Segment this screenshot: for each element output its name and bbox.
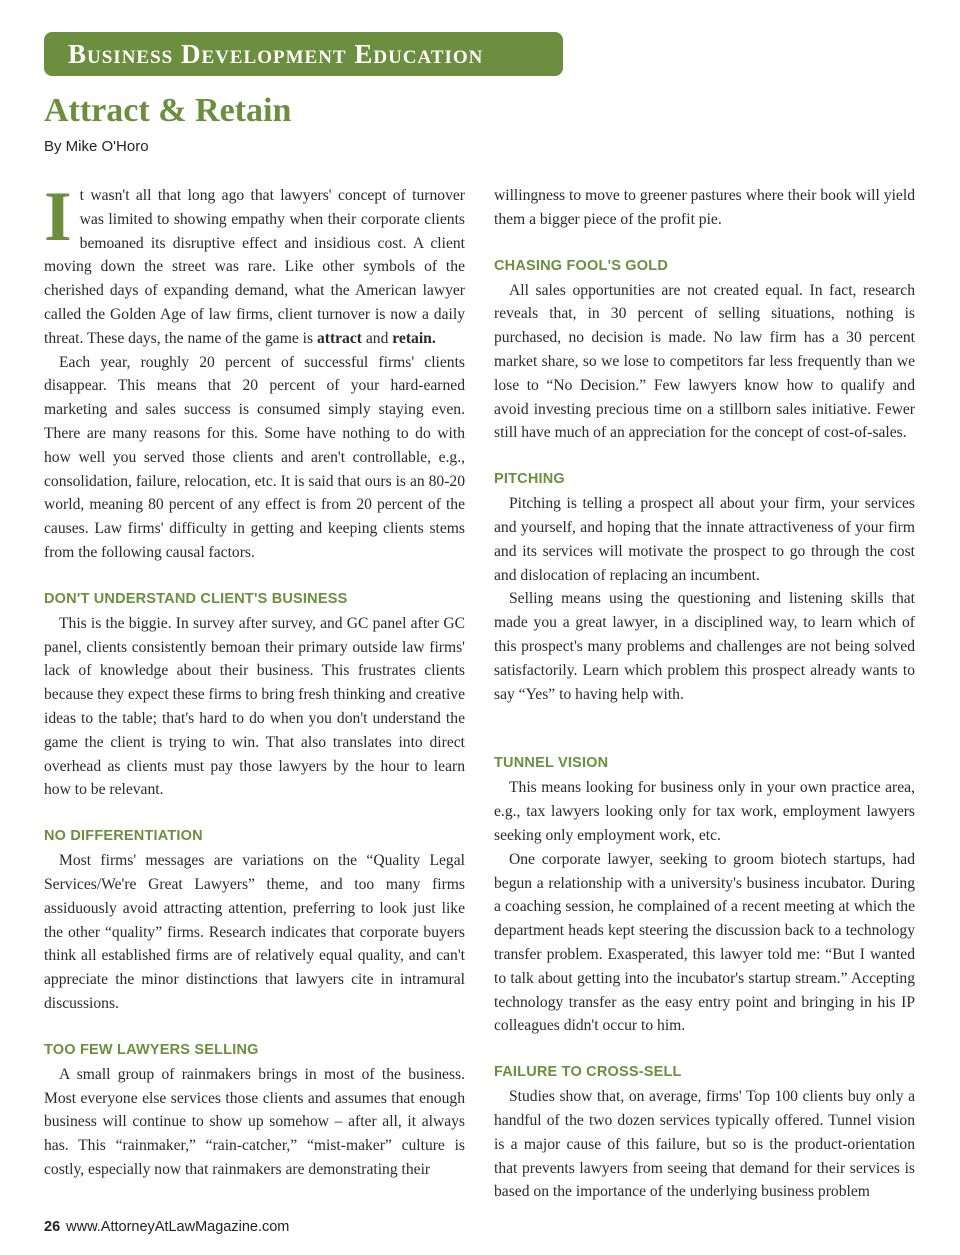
byline: By Mike O'Horo <box>44 138 149 155</box>
heading-fools-gold: CHASING FOOL'S GOLD <box>494 257 668 274</box>
spacer <box>44 565 465 588</box>
paragraph-tunnel-vision-2: One corporate lawyer, seeking to groom biotech startups, had begun a relationship with a university's business incubator. During a coaching session, he complained of a recent meeting at which the department heads kept steering the discussion back to a technology transfer problem. Exasperated, this lawyer told me: “But I wanted to talk about getting into the incubator's startup stream.” Accepting technology transfer as the easy entry point and bringing in his IP colleagues didn't occur to him. <box>494 850 915 1035</box>
paragraph-cross-sell: Studies show that, on average, firms' Top 100 clients buy only a handful of the two dozen services typically offered. Tunnel vision is a major cause of this failure, but so is the product-orientation that prevents lawyers from seeing that demand for their services is based on the importance of the underlying business problem <box>494 1088 915 1201</box>
heading-pitching: PITCHING <box>494 471 565 488</box>
spacer <box>494 1038 915 1061</box>
paragraph-tunnel-vision-1: This means looking for business only in your own practice area, e.g., tax lawyers looking only for tax work, employment lawyers seeking only employment work, etc. <box>494 779 915 844</box>
heading-too-few-lawyers: TOO FEW LAWYERS SELLING <box>44 1041 259 1058</box>
spacer <box>44 802 465 825</box>
paragraph-pitching-2: Selling means using the questioning and listening skills that made you a great lawyer, in a disciplined way, to learn which of this prospect's many problems and challenges are not being solved satisfactorily. Learn which problem this prospect already wants to say “Yes” to having help with. <box>494 590 915 703</box>
bold-attract: attract <box>316 329 362 347</box>
paragraph-fools-gold: All sales opportunities are not created equal. In fact, research reveals that, in 30 percent of selling situations, nothing is purchased, no decision is made. No law firm has a 30 percent market share, so we lose to competitors far less frequently than we lose to “No Decision.” Few lawyers know how to qualify and avoid investing precious time on a stillborn sales initiative. Fewer still have much of an appreciation for the concept of cost-of-sales. <box>494 281 915 442</box>
heading-no-differentiation: NO DIFFERENTIATION <box>44 828 203 845</box>
intro-paragraph-2: Each year, roughly 20 percent of successful firms' clients disappear. This means that 20 percent of your hard-earned marketing and sales success is consumed simply staying even. There are many reasons for this. Some have nothing to do with how well you served those clients and aren't controllable, e.g., consolidation, failure, relocation, etc. It is said that ours is an 80-20 world, meaning 80 percent of any effect is from 20 percent of the causes. Law firms' difficulty in getting and keeping clients stems from the following causal factors. <box>44 353 465 561</box>
article-title: Attract & Retain <box>44 92 292 129</box>
heading-tunnel-vision: TUNNEL VISION <box>494 755 609 772</box>
intro-and: and <box>365 329 389 347</box>
spacer <box>44 1016 465 1039</box>
drop-cap: I <box>44 178 72 256</box>
paragraph-dont-understand: This is the biggie. In survey after survey, and GC panel after GC panel, clients consistently bemoan their primary outside law firms' lack of knowledge about their business. This frustrates clients because they expect these firms to bring fresh thinking and creative ideas to the table; that's hard to do when you don't understand the game the client is trying to win. That also translates into direct overhead as clients must pay those lawyers by the hour to learn how to be relevant. <box>44 614 465 799</box>
intro-paragraph <box>44 178 465 351</box>
section-banner: Business Development Education <box>44 32 563 76</box>
left-column <box>44 178 465 1182</box>
spacer <box>494 232 915 255</box>
heading-dont-understand: DON'T UNDERSTAND CLIENT'S BUSINESS <box>44 590 348 607</box>
right-column <box>494 184 915 1204</box>
bold-retain: retain. <box>392 329 436 347</box>
spacer <box>494 706 915 752</box>
paragraph-too-few-continued: willingness to move to greener pastures where their book will yield them a bigger piece of the profit pie. <box>494 187 915 228</box>
heading-cross-sell: FAILURE TO CROSS-SELL <box>494 1064 682 1081</box>
page-footer <box>44 1219 289 1235</box>
page-number: 26 <box>44 1219 61 1235</box>
paragraph-pitching-1: Pitching is telling a prospect all about your firm, your services and yourself, and hoping that the innate attractiveness of your firm and its services will motivate the prospect to go through the cost and dislocation of replacing an incumbent. <box>494 495 915 584</box>
spacer <box>494 445 915 468</box>
paragraph-too-few-lawyers: A small group of rainmakers brings in most of the business. Most everyone else services those clients and assumes that enough business will continue to show up somehow – after all, it always has. This “rainmaker,” “rain-catcher,” “mist-maker” culture is costly, especially now that rainmakers are demonstrating their <box>44 1065 465 1178</box>
footer-url[interactable]: www.AttorneyAtLawMagazine.com <box>66 1219 290 1235</box>
intro-text: t wasn't all that long ago that lawyers' concept of turnover was limited to showing empathy when their corporate clients bemoaned its disruptive effect and insidious cost. A client moving down the street was rare. Like other symbols of the cherished days of expanding demand, what the American lawyer called the Golden Age of law firms, client turnover is now a daily threat. These days, the name of the game is <box>44 187 465 347</box>
paragraph-no-differentiation: Most firms' messages are variations on the “Quality Legal Services/We're Great Lawyers” theme, and too many firms assiduously avoid attracting attention, preferring to look just like the other “quality” firms. Research indicates that corporate buyers think all established firms are of relatively equal quality, and can't appreciate the minor distinctions that lawyers cite in intramural discussions. <box>44 852 465 1012</box>
